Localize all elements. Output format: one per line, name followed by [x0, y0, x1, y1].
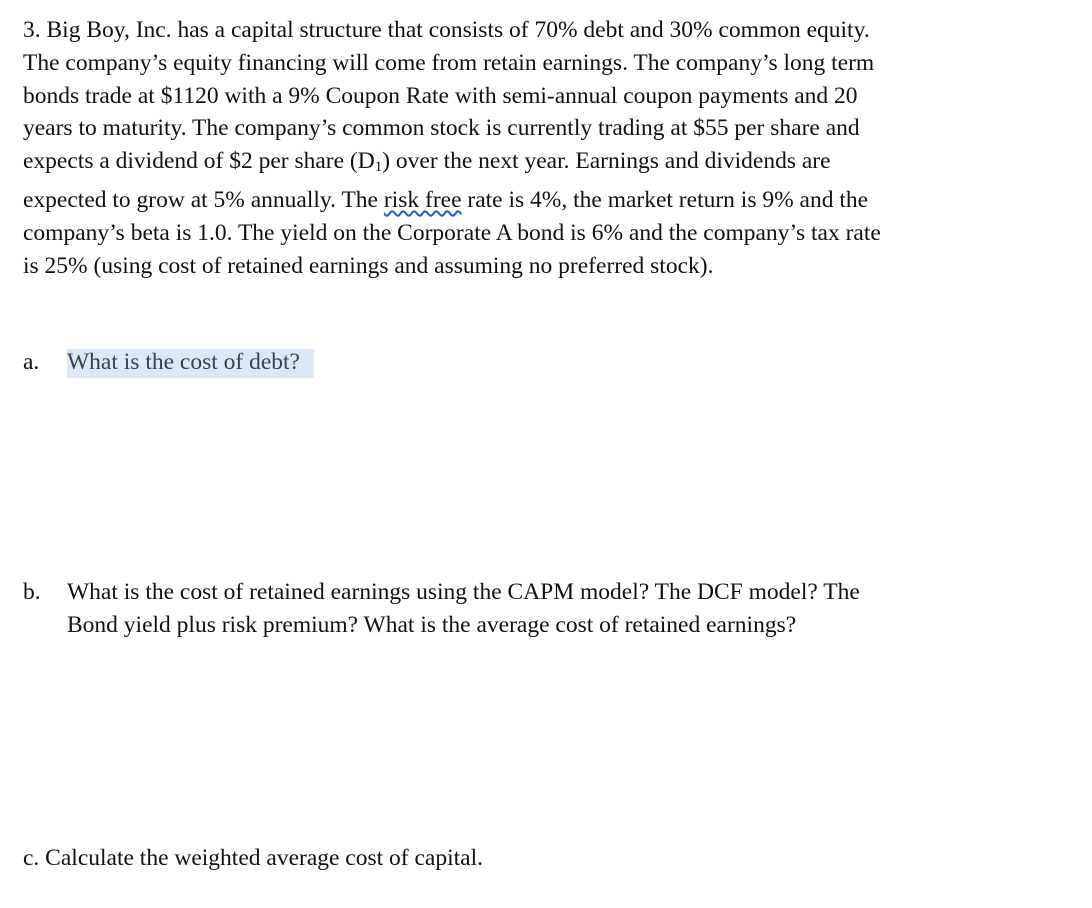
question-b-line-2: Bond yield plus risk premium? What is the average cost of retained earnings? — [67, 612, 797, 638]
question-a-text-block[interactable] — [67, 346, 314, 379]
question-a-text-highlighted[interactable]: What is the cost of debt? — [67, 349, 314, 378]
problem-line-7: company’s beta is 1.0. The yield on the Corporate A bond is 6% and the company’s tax rate — [23, 219, 881, 246]
question-c: c. Calculate the weighted average cost of capital. — [23, 845, 483, 871]
question-b-letter: b. — [23, 579, 41, 605]
problem-statement — [23, 14, 1063, 282]
problem-line-6-start: expected to grow at 5% annually. The — [23, 186, 384, 213]
question-b-line-1: What is the cost of retained earnings using the CAPM model? The DCF model? The — [67, 579, 860, 605]
spellcheck-flagged-text[interactable]: risk free — [383, 186, 462, 213]
problem-line-3: bonds trade at $1120 with a 9% Coupon Rate with semi-annual coupon payments and 20 — [23, 82, 858, 109]
problem-line-4: years to maturity. The company’s common stock is currently trading at $55 per share and — [23, 115, 860, 142]
problem-line-2: The company’s equity financing will come from retain earnings. The company’s long term — [23, 49, 875, 76]
question-a-letter: a. — [23, 349, 40, 375]
dividend-subscript: 1 — [374, 159, 383, 176]
problem-line-5-end: ) over the next year. Earnings and dividends are — [382, 148, 831, 175]
problem-line-5-start: expects a dividend of $2 per share (D — [23, 148, 375, 175]
question-a — [23, 346, 423, 382]
problem-line-1: 3. Big Boy, Inc. has a capital structure that consists of 70% debt and 30% common equity. — [23, 17, 870, 43]
problem-line-5 — [23, 145, 1063, 184]
problem-line-8: is 25% (using cost of retained earnings and assuming no preferred stock). — [23, 252, 714, 279]
problem-line-6-end: rate is 4%, the market return is 9% and the — [461, 186, 869, 213]
question-b — [23, 576, 1063, 646]
question-b-text-block — [67, 576, 860, 642]
problem-line-6 — [23, 184, 1063, 217]
